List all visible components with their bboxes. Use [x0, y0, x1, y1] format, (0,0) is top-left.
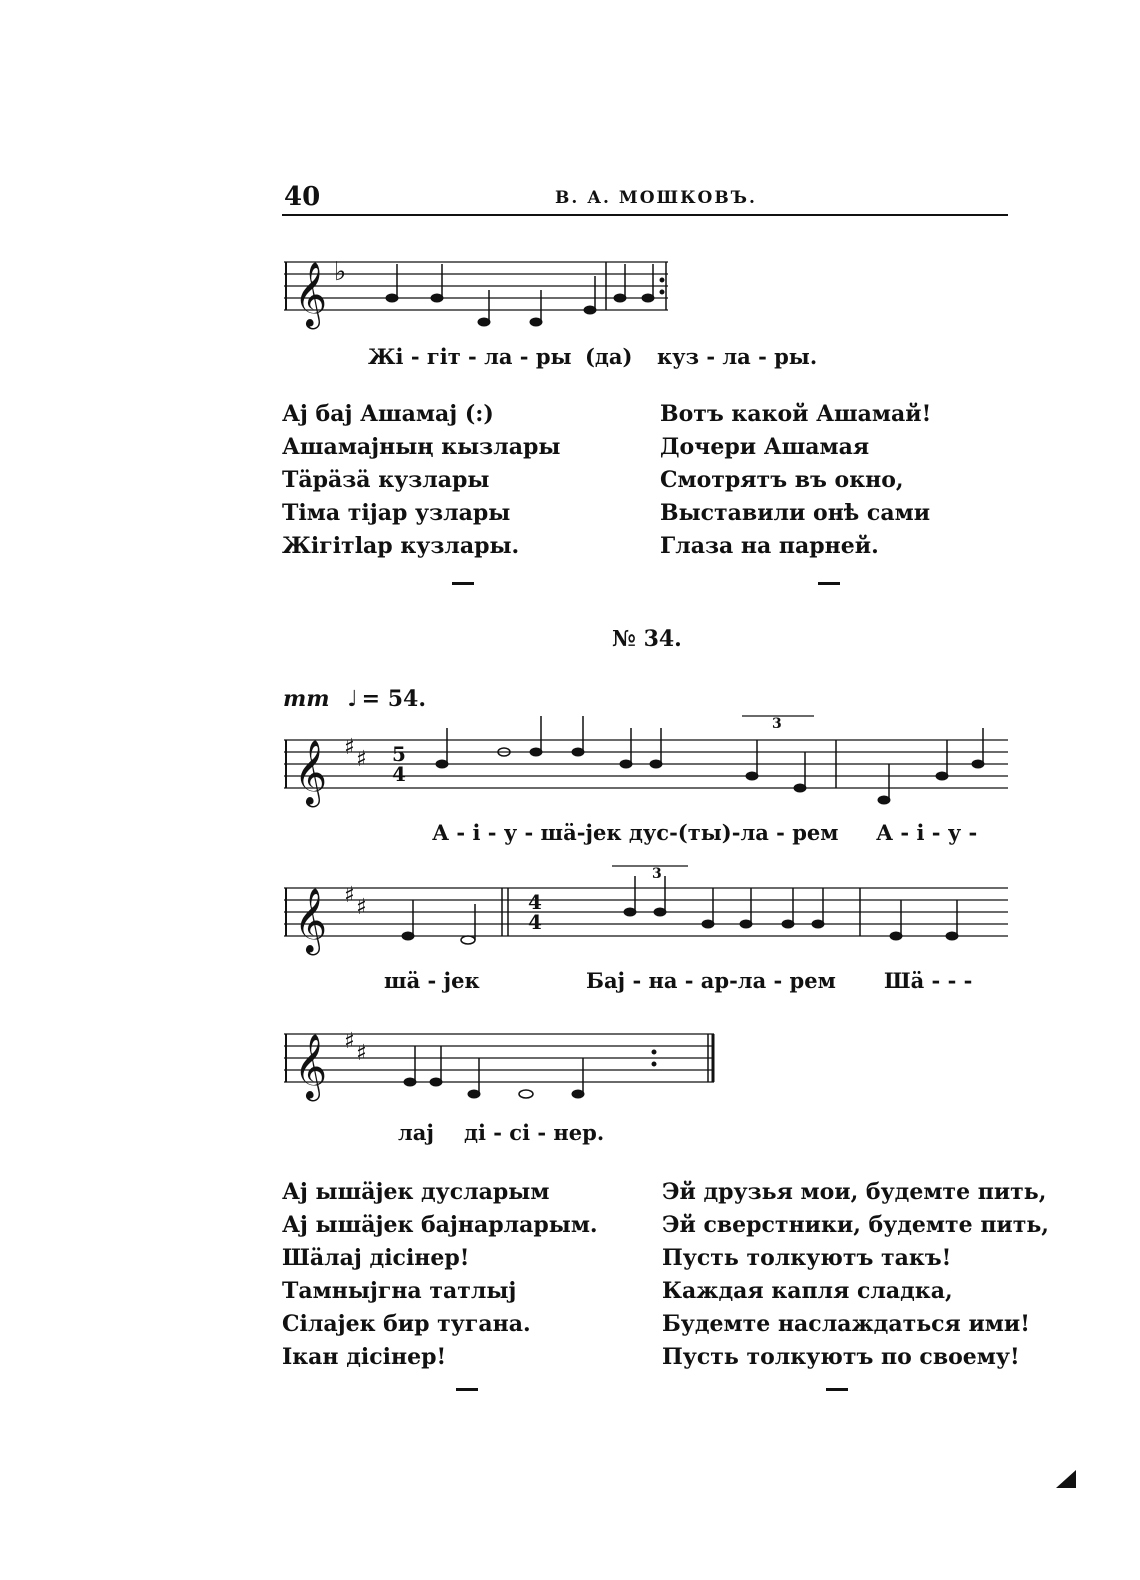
verse2-translation-line: Эй друзья мои, будемте пить,: [662, 1179, 1047, 1205]
svg-text:𝄞: 𝄞: [294, 740, 328, 805]
verse1-translation: [660, 398, 931, 563]
verse1-translation-line: Глаза на парней.: [660, 533, 879, 559]
staff-1-marks: [286, 257, 666, 329]
time-signature-4-4: 4 4: [528, 890, 542, 934]
svg-text:♯: ♯: [356, 1041, 367, 1066]
verse1-dash-left: [452, 582, 474, 585]
melody1-lyric-3: куз - ла - ры.: [657, 344, 818, 369]
verse1-translation-line: Выставили онѣ сами: [660, 500, 931, 526]
verse2-translation-line: Пусть толкуютъ по своему!: [662, 1344, 1020, 1370]
song-number: № 34.: [612, 626, 682, 652]
running-head-author: В. А. МОШКОВЪ.: [555, 188, 757, 208]
melody1-lyric-1: Жі - гіт - ла - ры: [368, 344, 572, 369]
verse1-original: [282, 398, 560, 563]
verse2-dash-left: [456, 1388, 478, 1391]
corner-mark: [1056, 1470, 1076, 1488]
triplet-mark-2: 3: [652, 866, 662, 882]
verse1-translation-line: Вотъ какой Ашамай!: [660, 401, 932, 427]
verse1-dash-right: [818, 582, 840, 585]
verse2-original-line: Аj ышäjек баjнарларым.: [282, 1212, 598, 1238]
melody1-lyric-2: (да): [585, 344, 633, 369]
staff-3-marks: [286, 866, 958, 955]
tempo-prefix: mm: [283, 686, 330, 712]
staff-4-marks: [286, 1029, 713, 1101]
svg-text:𝄞: 𝄞: [294, 1034, 328, 1099]
time-signature-5-4: 5 4: [392, 742, 406, 786]
song2-lyric-3a: лаj: [398, 1120, 435, 1145]
verse1-original-line: Аj баj Ашамаj (:): [282, 401, 494, 427]
tempo-marking: [283, 686, 426, 712]
song2-lyric-2c: Шä - - -: [884, 968, 973, 993]
staff-3: [284, 888, 1008, 936]
verse2-translation-line: Эй сверстники, будемте пить,: [662, 1212, 1049, 1238]
verse2-original-line: Тамныjгна татлыj: [282, 1278, 517, 1304]
svg-text:𝄞: 𝄞: [294, 262, 328, 327]
svg-text:𝄞: 𝄞: [294, 888, 328, 953]
verse2-original-line: Сілаjек бир тугана.: [282, 1311, 531, 1337]
verse1-translation-line: Смотрятъ въ окно,: [660, 467, 904, 493]
verse1-translation-line: Дочери Ашамая: [660, 434, 870, 460]
triplet-mark-1: 3: [772, 716, 782, 732]
svg-text:♯: ♯: [344, 883, 355, 908]
page-number: 40: [284, 182, 321, 212]
song2-lyric-2a: шä - jек: [384, 968, 480, 993]
tempo-value: = 54.: [361, 686, 426, 712]
svg-text:♯: ♯: [356, 895, 367, 920]
verse2-translation: [662, 1176, 1049, 1374]
verse1-original-line: Тäрäзä кузлары: [282, 467, 490, 493]
svg-text:♯: ♯: [344, 1029, 355, 1054]
song2-lyric-1b: А - і - у -: [876, 820, 978, 845]
svg-text:♭: ♭: [334, 257, 347, 287]
verse2-original-line: Шäлаj дісінер!: [282, 1245, 470, 1271]
svg-text:♯: ♯: [356, 747, 367, 772]
staff-2-marks: [286, 716, 984, 807]
tempo-note-icon: ♩: [347, 686, 358, 712]
verse2-original-line: Ікан дісінер!: [282, 1344, 447, 1370]
svg-text:♯: ♯: [344, 735, 355, 760]
song2-lyric-1a: А - і - у - шä-jек дус-(ты)-ла - рем: [432, 820, 839, 845]
verse1-original-line: Ашамаjның кызлары: [282, 434, 561, 460]
verse2-translation-line: Будемте наслаждаться ими!: [662, 1311, 1030, 1337]
verse2-dash-right: [826, 1388, 848, 1391]
verse1-original-line: Жігітlар кузлары.: [282, 533, 520, 559]
verse2-original-line: Аj ышäjек дусларым: [282, 1179, 550, 1205]
verse1-original-line: Тіма тіjар узлары: [282, 500, 511, 526]
song2-lyric-3b: ді - сі - нер.: [464, 1120, 605, 1145]
verse2-translation-line: Пусть толкуютъ такъ!: [662, 1245, 952, 1271]
verse2-original: [282, 1176, 598, 1374]
song2-lyric-2b: Баj - на - ар-ла - рем: [586, 968, 836, 993]
verse2-translation-line: Каждая капля сладка,: [662, 1278, 953, 1304]
